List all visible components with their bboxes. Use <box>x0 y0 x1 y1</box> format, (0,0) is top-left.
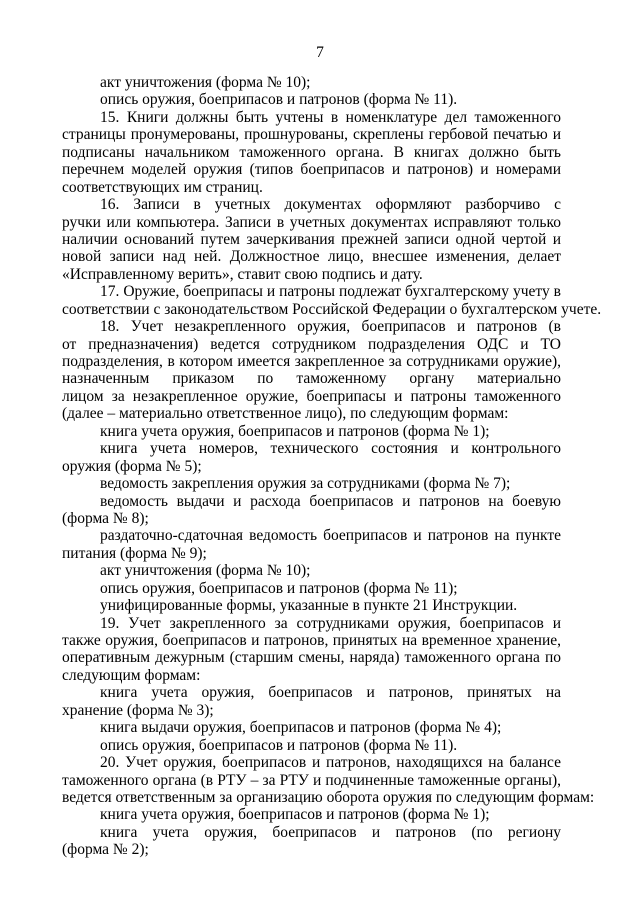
text-line: перечнем моделей оружия (типов боеприпасов и патронов) и номерами <box>62 161 561 179</box>
text-line: «Исправленному верить», ставит свою подпись и дату. <box>62 265 423 283</box>
text-line: питания (форма № 9); <box>62 544 207 562</box>
text-line: оружия (форма № 5); <box>62 457 202 475</box>
paragraph-15-start: 15. Книги должны быть учтены в номенклатуре дел таможенного <box>100 108 561 126</box>
text-line: новой записи над ней. Должностное лицо, внесшее изменения, делает <box>62 248 561 266</box>
text-line: от предназначения) ведется сотрудником подразделения ОДС и ТО <box>62 335 561 353</box>
list-item: опись оружия, боеприпасов и патронов (форма № 11); <box>100 579 458 597</box>
list-item: книга учета оружия, боеприпасов и патронов (форма № 1); <box>100 806 490 824</box>
document-body <box>62 74 602 859</box>
text-line: назначенным приказом по таможенному органу материально <box>62 370 561 388</box>
paragraph-17-start: 17. Оружие, боеприпасы и патроны подлежат бухгалтерскому учету в <box>100 283 561 301</box>
text-line: таможенного органа (в РТУ – за РТУ и подчиненные таможенные органы), <box>62 771 561 789</box>
text-line: (далее – материально ответственное лицо), по следующим формам: <box>62 405 509 423</box>
list-item: книга выдачи оружия, боеприпасов и патронов (форма № 4); <box>100 719 502 737</box>
list-item: книга учета оружия, боеприпасов и патронов (по региону <box>100 823 561 841</box>
list-item: раздаточно-сдаточная ведомость боеприпасов и патронов на пункте <box>100 527 561 545</box>
text-line: подразделения, в котором имеется закрепленное за сотрудниками оружие), <box>62 353 561 370</box>
paragraph-20-start: 20. Учет оружия, боеприпасов и патронов, находящихся на балансе <box>100 754 561 772</box>
text-line: хранение (форма № 3); <box>62 701 214 719</box>
text-line: лицом за незакрепленное оружие, боеприпасы и патроны таможенного <box>62 387 561 405</box>
list-item: книга учета номеров, технического состояния и контрольного <box>100 440 561 458</box>
text-line: акт уничтожения (форма № 10); <box>100 74 311 91</box>
list-item: ведомость закрепления оружия за сотрудниками (форма № 7); <box>100 475 511 493</box>
text-line: соответствующих им страниц. <box>62 178 263 196</box>
text-line: наличии оснований путем зачеркивания прежней записи одной чертой и <box>62 230 561 248</box>
list-item: книга учета оружия, боеприпасов и патронов, принятых на <box>100 684 561 702</box>
list-item: ведомость выдачи и расхода боеприпасов и патронов на боевую <box>100 492 561 510</box>
paragraph-19-start: 19. Учет закрепленного за сотрудниками оружия, боеприпасов и <box>100 614 561 632</box>
text-line: ведется ответственным за организацию оборота оружия по следующим формам: <box>62 788 595 806</box>
list-item: книга учета оружия, боеприпасов и патронов (форма № 1); <box>100 422 490 440</box>
text-line: оперативным дежурным (старшим смены, наряда) таможенного органа по <box>62 649 561 667</box>
text-line: ручки или компьютера. Записи в учетных документах исправляют только <box>62 213 561 231</box>
text-line: также оружия, боеприпасов и патронов, принятых на временное хранение, <box>62 632 561 649</box>
text-line: опись оружия, боеприпасов и патронов (форма № 11). <box>100 91 458 109</box>
text-line: страницы пронумерованы, прошнурованы, скреплены гербовой печатью и <box>62 126 561 144</box>
list-item: акт уничтожения (форма № 10); <box>100 562 311 580</box>
paragraph-18-start: 18. Учет незакрепленного оружия, боеприпасов и патронов (в <box>100 318 561 336</box>
text-line: (форма № 2); <box>62 841 149 859</box>
text-line: (форма № 8); <box>62 509 149 527</box>
list-item: опись оружия, боеприпасов и патронов (форма № 11). <box>100 736 458 754</box>
text-line: подписаны начальником таможенного органа. В книгах должно быть <box>62 143 561 161</box>
paragraph-16-start: 16. Записи в учетных документах оформляют разборчиво с <box>100 196 561 214</box>
page-number: 7 <box>316 44 324 61</box>
text-line: соответствии с законодательством Российской Федерации о бухгалтерском учете. <box>62 300 602 318</box>
text-line: следующим формам: <box>62 666 201 684</box>
list-item: унифицированные формы, указанные в пункте 21 Инструкции. <box>100 597 518 615</box>
